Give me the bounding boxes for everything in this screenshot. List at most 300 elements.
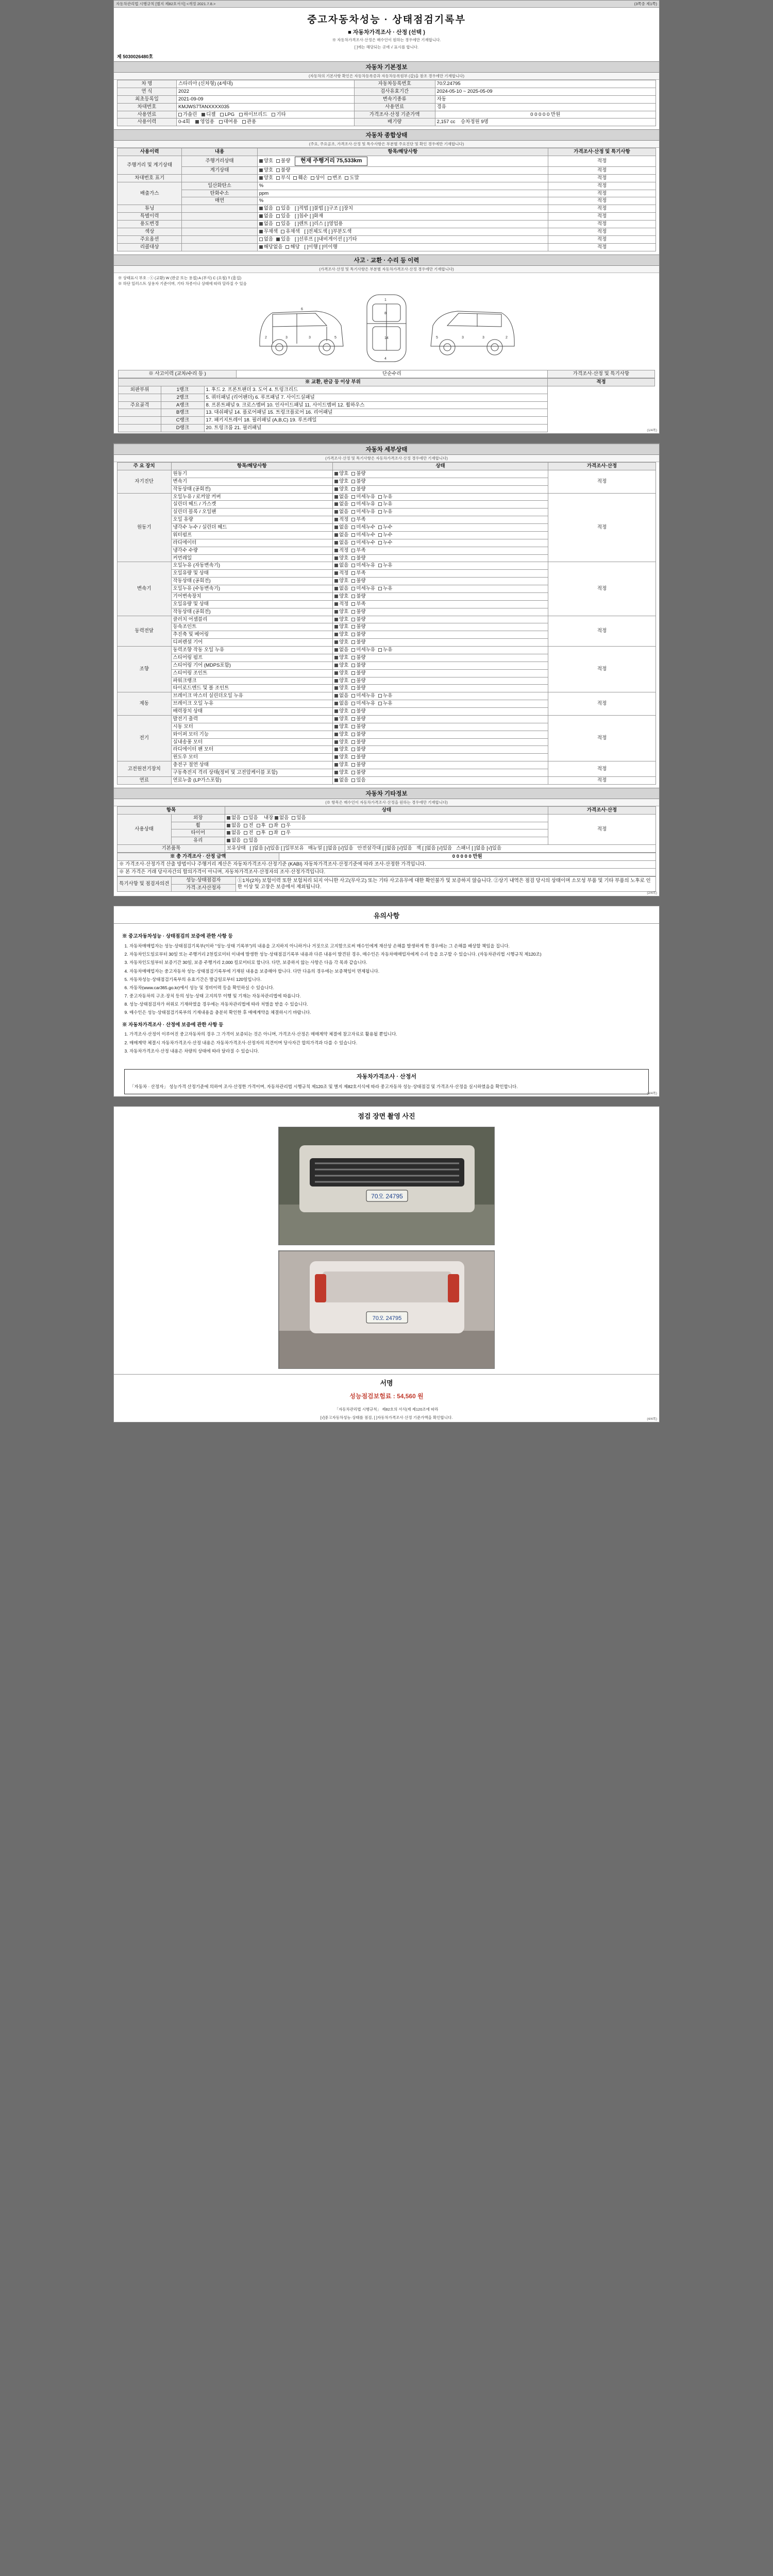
detail-2-2-option-0[interactable] xyxy=(334,578,348,584)
detail-1-8-option-0[interactable] xyxy=(334,555,348,562)
overall-2-option-3[interactable] xyxy=(311,175,325,181)
checkbox-icon[interactable] xyxy=(351,725,355,728)
fuel-option-etc[interactable] xyxy=(272,112,285,118)
checkbox-checked-icon[interactable] xyxy=(259,230,263,233)
checkbox-checked-icon[interactable] xyxy=(334,610,338,614)
checkbox-checked-icon[interactable] xyxy=(334,556,338,560)
checkbox-checked-icon[interactable] xyxy=(334,587,338,590)
checkbox-icon[interactable] xyxy=(351,656,355,659)
detail-0-1-option-0[interactable] xyxy=(334,479,348,485)
checkbox-icon[interactable] xyxy=(378,541,382,545)
checkbox-icon[interactable] xyxy=(378,694,382,698)
checkbox-icon[interactable] xyxy=(351,556,355,560)
checkbox-checked-icon[interactable] xyxy=(276,238,280,241)
detail-2-1-option-0[interactable] xyxy=(334,570,348,577)
checkbox-icon[interactable] xyxy=(281,831,285,835)
etc-2-option-3[interactable] xyxy=(269,830,278,836)
overall-11-option-0[interactable] xyxy=(259,244,283,250)
detail-2-0-option-2[interactable] xyxy=(378,563,392,569)
checkbox-icon[interactable] xyxy=(378,526,382,529)
checkbox-icon[interactable] xyxy=(378,510,382,514)
special-role-inspector[interactable]: 성능·상태점검자 xyxy=(171,876,236,884)
checkbox-icon[interactable] xyxy=(351,487,355,491)
checkbox-checked-icon[interactable] xyxy=(259,176,263,180)
checkbox-icon[interactable] xyxy=(281,230,284,233)
checkbox-icon[interactable] xyxy=(351,564,355,567)
checkbox-icon[interactable] xyxy=(351,763,355,767)
usage-option-government[interactable] xyxy=(242,119,256,125)
checkbox-checked-icon[interactable] xyxy=(259,207,263,210)
photo-rear-underbody[interactable] xyxy=(278,1250,495,1369)
checkbox-icon[interactable] xyxy=(178,113,182,116)
checkbox-icon[interactable] xyxy=(351,595,355,598)
checkbox-icon[interactable] xyxy=(351,618,355,621)
checkbox-icon[interactable] xyxy=(257,824,260,827)
checkbox-icon[interactable] xyxy=(244,824,247,827)
detail-6-2-option-0[interactable] xyxy=(334,732,348,738)
detail-4-0-option-2[interactable] xyxy=(378,647,392,653)
label-year: 연 식 xyxy=(117,88,177,95)
detail-2-2-option-1[interactable] xyxy=(351,578,365,584)
detail-7-0-option-0[interactable] xyxy=(334,762,348,768)
detail-1-4-option-0[interactable] xyxy=(334,524,348,531)
overall-1-option-1[interactable] xyxy=(276,167,290,174)
detail-4-2-option-1[interactable] xyxy=(351,663,365,669)
detail-6-3-option-0[interactable] xyxy=(334,739,348,745)
checkbox-icon[interactable] xyxy=(351,510,355,514)
checkbox-icon[interactable] xyxy=(351,587,355,590)
detail-4-2-option-0[interactable] xyxy=(334,663,348,669)
overall-8-option-0[interactable] xyxy=(259,221,273,227)
detail-4-1-option-1[interactable] xyxy=(351,655,365,661)
detail-3-1-option-1[interactable] xyxy=(351,624,365,630)
parts-group xyxy=(119,417,161,425)
checkbox-checked-icon[interactable] xyxy=(334,648,338,652)
detail-1-5-option-1[interactable] xyxy=(351,532,375,538)
checkbox-icon[interactable] xyxy=(351,717,355,721)
detail-6-5-option-0[interactable] xyxy=(334,754,348,760)
checkbox-checked-icon[interactable] xyxy=(334,671,338,675)
detail-item-label: 스티어링 기어 (MDPS포함) xyxy=(171,662,333,669)
checkbox-checked-icon[interactable] xyxy=(334,571,338,575)
option-label: 적정 xyxy=(339,570,349,577)
checkbox-checked-icon[interactable] xyxy=(334,640,338,644)
usage-option-rental[interactable] xyxy=(219,119,238,125)
checkbox-checked-icon[interactable] xyxy=(334,694,338,698)
checkbox-icon[interactable] xyxy=(220,113,224,116)
checkbox-icon[interactable] xyxy=(351,480,355,483)
table-row xyxy=(117,111,656,118)
usage-option-commercial[interactable] xyxy=(195,119,214,125)
etc-1-option-3[interactable] xyxy=(269,823,278,829)
detail-4-3-option-0[interactable] xyxy=(334,670,348,676)
detail-7-0-option-1[interactable] xyxy=(351,762,365,768)
detail-3-3-option-0[interactable] xyxy=(334,639,348,646)
overall-7-option-0[interactable] xyxy=(259,213,273,219)
detail-1-0-option-0[interactable] xyxy=(334,494,348,500)
detail-3-3-option-1[interactable] xyxy=(351,639,365,646)
detail-1-4-option-2[interactable] xyxy=(378,524,392,531)
detail-1-2-option-1[interactable] xyxy=(351,509,375,515)
checkbox-icon[interactable] xyxy=(242,120,246,124)
checkbox-checked-icon[interactable] xyxy=(334,549,338,552)
checkbox-icon[interactable] xyxy=(378,533,382,537)
detail-1-2-option-2[interactable] xyxy=(378,509,392,515)
checkbox-checked-icon[interactable] xyxy=(259,245,263,249)
checkbox-icon[interactable] xyxy=(276,207,280,210)
detail-2-0-option-0[interactable] xyxy=(334,563,348,569)
detail-2-4-option-0[interactable] xyxy=(334,594,348,600)
detail-3-2-option-0[interactable] xyxy=(334,632,348,638)
detail-4-5-option-0[interactable] xyxy=(334,685,348,691)
fuel-option-lpg[interactable] xyxy=(220,112,234,118)
checkbox-icon[interactable] xyxy=(311,176,314,180)
checkbox-icon[interactable] xyxy=(257,831,260,835)
detail-1-7-option-0[interactable] xyxy=(334,548,348,554)
checkbox-icon[interactable] xyxy=(276,168,280,172)
detail-0-1-option-1[interactable] xyxy=(351,479,365,485)
value-car-name: 스타리아 (신차형) (4세대) xyxy=(176,80,354,88)
overall-item-options xyxy=(257,156,548,167)
checkbox-icon[interactable] xyxy=(269,831,273,835)
detail-6-1-option-1[interactable] xyxy=(351,724,365,730)
detail-8-0-option-1[interactable] xyxy=(351,777,365,784)
detail-6-4-option-1[interactable] xyxy=(351,747,365,753)
detail-1-2-option-0[interactable] xyxy=(334,509,348,515)
checkbox-icon[interactable] xyxy=(351,679,355,683)
detail-1-5-option-0[interactable] xyxy=(334,532,348,538)
checkbox-checked-icon[interactable] xyxy=(334,595,338,598)
value-first-reg: 2021-09-09 xyxy=(176,95,354,103)
checkbox-icon[interactable] xyxy=(351,579,355,583)
checkbox-checked-icon[interactable] xyxy=(334,725,338,728)
detail-3-2-option-1[interactable] xyxy=(351,632,365,638)
checkbox-icon[interactable] xyxy=(244,831,247,835)
detail-4-4-option-0[interactable] xyxy=(334,678,348,684)
checkbox-icon[interactable] xyxy=(351,740,355,744)
checkbox-checked-icon[interactable] xyxy=(227,816,230,820)
checkbox-checked-icon[interactable] xyxy=(334,679,338,683)
detail-6-5-option-1[interactable] xyxy=(351,754,365,760)
fuel-option-diesel[interactable] xyxy=(201,112,215,118)
detail-7-1-option-1[interactable] xyxy=(351,770,365,776)
checkbox-icon[interactable] xyxy=(351,640,355,644)
detail-1-8-option-1[interactable] xyxy=(351,555,365,562)
detail-3-0-option-0[interactable] xyxy=(334,617,348,623)
detail-4-4-option-1[interactable] xyxy=(351,678,365,684)
detail-0-0-option-0[interactable] xyxy=(334,471,348,477)
checkbox-icon[interactable] xyxy=(351,694,355,698)
overall-extra-value: [ ]적법 [ ]불법 [ ]구조 [ ]장치 xyxy=(295,206,354,212)
checkbox-icon[interactable] xyxy=(351,709,355,713)
checkbox-icon[interactable] xyxy=(351,533,355,537)
checkbox-checked-icon[interactable] xyxy=(334,487,338,491)
fuel-option-gasoline[interactable] xyxy=(178,112,197,118)
detail-5-2-option-1[interactable] xyxy=(351,708,365,715)
detail-4-3-option-1[interactable] xyxy=(351,670,365,676)
checkbox-icon[interactable] xyxy=(351,755,355,759)
etc-1-option-1[interactable] xyxy=(244,823,253,829)
checkbox-icon[interactable] xyxy=(378,587,382,590)
overall-10-option-1[interactable] xyxy=(276,236,290,243)
overall-11-option-1[interactable] xyxy=(285,244,299,250)
detail-5-1-option-1[interactable] xyxy=(351,701,375,707)
overall-2-option-2[interactable] xyxy=(293,175,307,181)
overall-1-option-0[interactable] xyxy=(259,167,273,174)
detail-8-0-option-0[interactable] xyxy=(334,777,348,784)
etc-3-option-0[interactable] xyxy=(227,838,241,844)
checkbox-checked-icon[interactable] xyxy=(334,495,338,499)
checkbox-icon[interactable] xyxy=(351,671,355,675)
value-year: 2022 xyxy=(176,88,354,95)
fuel-option-label: 하이브리드 xyxy=(243,111,267,117)
checkbox-icon[interactable] xyxy=(351,648,355,652)
checkbox-icon[interactable] xyxy=(351,518,355,521)
etc-1-option-0[interactable] xyxy=(227,823,241,829)
detail-2-3-option-1[interactable] xyxy=(351,586,375,592)
detail-5-2-option-0[interactable] xyxy=(334,708,348,715)
detail-item-options xyxy=(333,478,548,485)
overall-0-option-0[interactable] xyxy=(259,158,273,164)
checkbox-icon[interactable] xyxy=(351,625,355,629)
checkbox-checked-icon[interactable] xyxy=(334,541,338,545)
checkbox-icon[interactable] xyxy=(285,245,289,249)
checkbox-icon[interactable] xyxy=(351,602,355,606)
checkbox-icon[interactable] xyxy=(351,702,355,705)
checkbox-icon[interactable] xyxy=(276,176,280,180)
checkbox-icon[interactable] xyxy=(351,495,355,499)
etc2-0-option-1[interactable] xyxy=(292,815,306,821)
detail-2-6-option-1[interactable] xyxy=(351,609,365,615)
checkbox-checked-icon[interactable] xyxy=(334,579,338,583)
detail-1-6-option-0[interactable] xyxy=(334,540,348,546)
detail-1-1-option-1[interactable] xyxy=(351,501,375,507)
checkbox-checked-icon[interactable] xyxy=(334,625,338,629)
checkbox-checked-icon[interactable] xyxy=(334,564,338,567)
photo-front-underbody[interactable] xyxy=(278,1127,495,1245)
etc-2-option-4[interactable] xyxy=(281,830,291,836)
detail-1-3-option-0[interactable] xyxy=(334,517,348,523)
checkbox-checked-icon[interactable] xyxy=(227,824,230,827)
value-total-price: 0 0 0 0 0 만원 xyxy=(279,853,656,861)
detail-1-3-option-1[interactable] xyxy=(351,517,365,523)
special-role-appraiser[interactable]: 가격·조사산정자 xyxy=(171,884,236,892)
overall-6-option-1[interactable] xyxy=(276,206,290,212)
checkbox-checked-icon[interactable] xyxy=(334,618,338,621)
etc-2-option-0[interactable] xyxy=(227,830,241,836)
checkbox-icon[interactable] xyxy=(378,564,382,567)
detail-item-label: 냉각수 누수 / 실린더 헤드 xyxy=(171,524,333,532)
overall-9-option-0[interactable] xyxy=(259,229,278,235)
checkbox-icon[interactable] xyxy=(351,633,355,636)
checkbox-checked-icon[interactable] xyxy=(334,656,338,659)
detail-0-2-option-0[interactable] xyxy=(334,486,348,493)
detail-6-2-option-1[interactable] xyxy=(351,732,365,738)
overall-6-option-0[interactable] xyxy=(259,206,273,212)
checkbox-checked-icon[interactable] xyxy=(195,120,199,124)
detail-6-3-option-1[interactable] xyxy=(351,739,365,745)
detail-7-1-option-0[interactable] xyxy=(334,770,348,776)
checkbox-icon[interactable] xyxy=(293,176,297,180)
checkbox-checked-icon[interactable] xyxy=(334,778,338,782)
checkbox-icon[interactable] xyxy=(259,238,263,241)
detail-item-label: 작동상태 (공회전) xyxy=(171,578,333,585)
overall-2-option-4[interactable] xyxy=(328,175,342,181)
checkbox-icon[interactable] xyxy=(276,214,280,218)
checkbox-checked-icon[interactable] xyxy=(334,472,338,476)
checkbox-checked-icon[interactable] xyxy=(334,602,338,606)
checkbox-icon[interactable] xyxy=(351,526,355,529)
checkbox-icon[interactable] xyxy=(281,824,285,827)
table-row xyxy=(117,174,656,182)
checkbox-icon[interactable] xyxy=(219,120,223,124)
checkbox-icon[interactable] xyxy=(351,733,355,736)
detail-1-7-option-1[interactable] xyxy=(351,548,365,554)
checkbox-checked-icon[interactable] xyxy=(334,763,338,767)
checkbox-checked-icon[interactable] xyxy=(275,816,278,820)
overall-2-option-1[interactable] xyxy=(276,175,290,181)
checkbox-icon[interactable] xyxy=(345,176,348,180)
detail-1-0-option-2[interactable] xyxy=(378,494,392,500)
checkbox-checked-icon[interactable] xyxy=(227,831,230,835)
checkbox-icon[interactable] xyxy=(272,113,275,116)
checkbox-icon[interactable] xyxy=(378,702,382,705)
detail-3-0-option-1[interactable] xyxy=(351,617,365,623)
detail-5-0-option-0[interactable] xyxy=(334,693,348,699)
checkbox-icon[interactable] xyxy=(351,686,355,690)
checkbox-icon[interactable] xyxy=(351,502,355,506)
checkbox-icon[interactable] xyxy=(276,159,280,163)
checkbox-icon[interactable] xyxy=(378,502,382,506)
detail-2-6-option-0[interactable] xyxy=(334,609,348,615)
detail-0-2-option-1[interactable] xyxy=(351,486,365,493)
etc-0-option-1[interactable] xyxy=(244,815,258,821)
checkbox-checked-icon[interactable] xyxy=(334,518,338,521)
detail-2-0-option-1[interactable] xyxy=(351,563,375,569)
etc2-0-option-0[interactable] xyxy=(275,815,289,821)
overall-10-option-0[interactable] xyxy=(259,236,273,243)
etc-2-option-2[interactable] xyxy=(257,830,266,836)
checkbox-checked-icon[interactable] xyxy=(334,733,338,736)
detail-5-1-option-0[interactable] xyxy=(334,701,348,707)
detail-2-3-option-2[interactable] xyxy=(378,586,392,592)
checkbox-checked-icon[interactable] xyxy=(334,510,338,514)
checkbox-icon[interactable] xyxy=(378,495,382,499)
overall-2-option-0[interactable] xyxy=(259,175,273,181)
detail-1-1-option-0[interactable] xyxy=(334,501,348,507)
detail-6-1-option-0[interactable] xyxy=(334,724,348,730)
detail-0-0-option-1[interactable] xyxy=(351,471,365,477)
fuel-option-hybrid[interactable] xyxy=(239,112,267,118)
checkbox-icon[interactable] xyxy=(351,664,355,667)
detail-1-4-option-1[interactable] xyxy=(351,524,375,531)
detail-5-0-option-1[interactable] xyxy=(351,693,375,699)
checkbox-icon[interactable] xyxy=(351,541,355,545)
checkbox-checked-icon[interactable] xyxy=(334,526,338,529)
detail-5-1-option-2[interactable] xyxy=(378,701,392,707)
detail-1-6-option-1[interactable] xyxy=(351,540,375,546)
detail-4-1-option-0[interactable] xyxy=(334,655,348,661)
detail-4-5-option-1[interactable] xyxy=(351,685,365,691)
checkbox-checked-icon[interactable] xyxy=(227,839,230,842)
overall-8-option-1[interactable] xyxy=(276,221,290,227)
value-fuel: 경유 xyxy=(435,103,656,111)
detail-2-5-option-1[interactable] xyxy=(351,601,365,607)
checkbox-checked-icon[interactable] xyxy=(259,214,263,218)
checkbox-icon[interactable] xyxy=(244,816,247,820)
checkbox-checked-icon[interactable] xyxy=(334,740,338,744)
checkbox-checked-icon[interactable] xyxy=(259,168,263,172)
detail-2-1-option-1[interactable] xyxy=(351,570,365,577)
checkbox-checked-icon[interactable] xyxy=(334,686,338,690)
detail-2-5-option-0[interactable] xyxy=(334,601,348,607)
checkbox-icon[interactable] xyxy=(351,778,355,782)
etc-1-option-4[interactable] xyxy=(281,823,291,829)
detail-4-0-option-0[interactable] xyxy=(334,647,348,653)
detail-5-0-option-2[interactable] xyxy=(378,693,392,699)
checkbox-checked-icon[interactable] xyxy=(334,717,338,721)
checkbox-icon[interactable] xyxy=(328,176,331,180)
checkbox-checked-icon[interactable] xyxy=(259,159,263,163)
etc-1-option-2[interactable] xyxy=(257,823,266,829)
checkbox-icon[interactable] xyxy=(378,648,382,652)
detail-1-5-option-2[interactable] xyxy=(378,532,392,538)
etc-0-option-0[interactable] xyxy=(227,815,241,821)
checkbox-checked-icon[interactable] xyxy=(334,702,338,705)
checkbox-icon[interactable] xyxy=(269,824,273,827)
checkbox-checked-icon[interactable] xyxy=(334,748,338,751)
detail-2-4-option-1[interactable] xyxy=(351,594,365,600)
detail-1-1-option-2[interactable] xyxy=(378,501,392,507)
checkbox-icon[interactable] xyxy=(351,472,355,476)
overall-0-option-1[interactable] xyxy=(276,158,290,164)
checkbox-icon[interactable] xyxy=(276,222,280,226)
checkbox-icon[interactable] xyxy=(292,816,295,820)
overall-2-option-5[interactable] xyxy=(345,175,359,181)
detail-6-4-option-0[interactable] xyxy=(334,747,348,753)
etc-2-option-1[interactable] xyxy=(244,830,253,836)
overall-9-option-1[interactable] xyxy=(281,229,300,235)
checkbox-checked-icon[interactable] xyxy=(259,222,263,226)
title-note-1: ※ 자동차가격조사·산정은 매수인이 원하는 경우에만 기재합니다. xyxy=(332,38,441,42)
checkbox-icon[interactable] xyxy=(351,549,355,552)
checkbox-icon[interactable] xyxy=(351,771,355,774)
detail-2-3-option-0[interactable] xyxy=(334,586,348,592)
checkbox-checked-icon[interactable] xyxy=(334,664,338,667)
checkbox-checked-icon[interactable] xyxy=(334,755,338,759)
detail-6-0-option-1[interactable] xyxy=(351,716,365,722)
checkbox-checked-icon[interactable] xyxy=(334,709,338,713)
detail-4-0-option-1[interactable] xyxy=(351,647,375,653)
checkbox-icon[interactable] xyxy=(244,839,247,842)
detail-1-6-option-2[interactable] xyxy=(378,540,392,546)
detail-3-1-option-0[interactable] xyxy=(334,624,348,630)
detail-1-0-option-1[interactable] xyxy=(351,494,375,500)
checkbox-checked-icon[interactable] xyxy=(334,771,338,774)
overall-7-option-1[interactable] xyxy=(276,213,290,219)
checkbox-checked-icon[interactable] xyxy=(334,633,338,636)
checkbox-checked-icon[interactable] xyxy=(334,480,338,483)
etc-3-option-1[interactable] xyxy=(244,838,258,844)
checkbox-icon[interactable] xyxy=(239,113,243,116)
checkbox-icon[interactable] xyxy=(351,610,355,614)
checkbox-icon[interactable] xyxy=(351,748,355,751)
checkbox-checked-icon[interactable] xyxy=(201,113,205,116)
checkbox-checked-icon[interactable] xyxy=(334,533,338,537)
checkbox-checked-icon[interactable] xyxy=(334,502,338,506)
checkbox-icon[interactable] xyxy=(351,571,355,575)
detail-6-0-option-0[interactable] xyxy=(334,716,348,722)
